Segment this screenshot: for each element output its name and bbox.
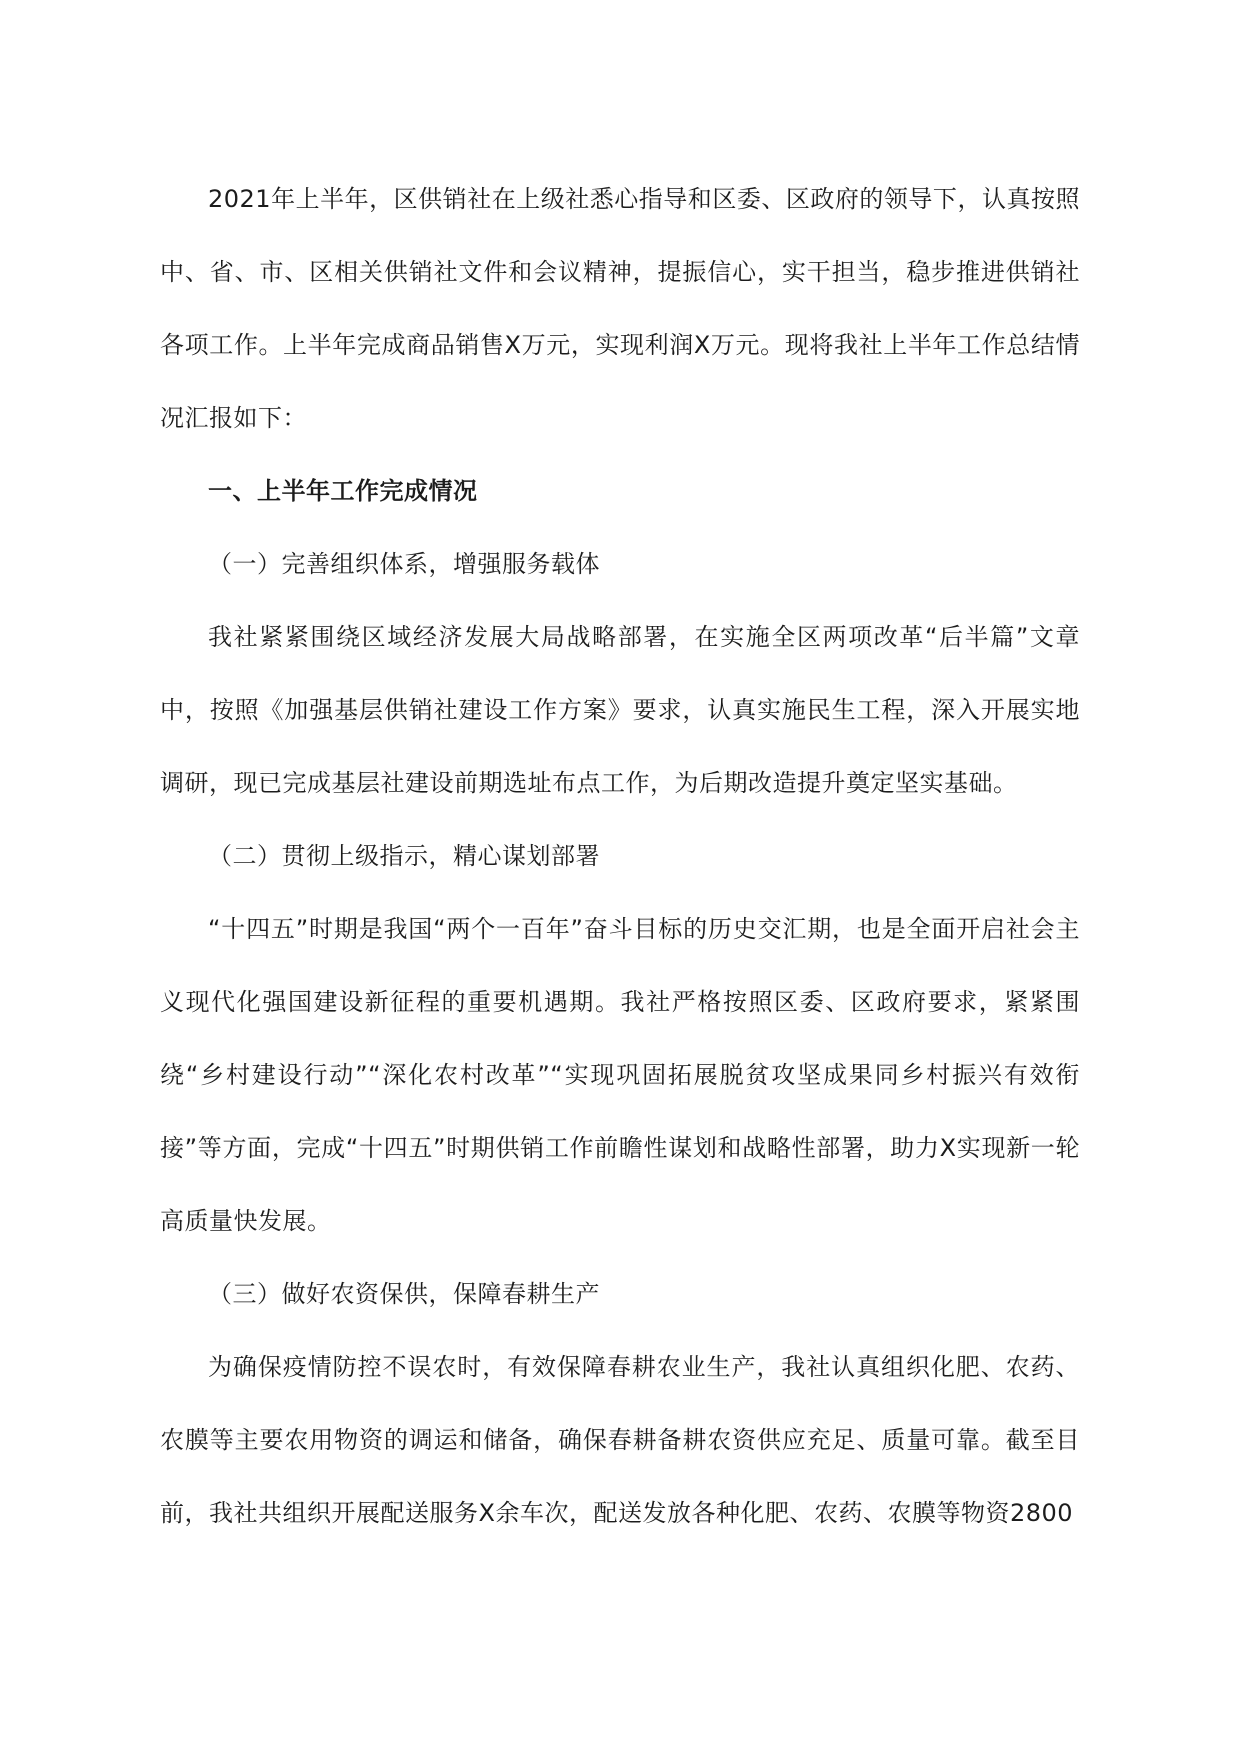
- intro-paragraph: 2021年上半年，区供销社在上级社悉心指导和区委、区政府的领导下，认真按照中、省、市、区相关供销社文件和会议精神，提振信心，实干担当，稳步推进供销社各项工作。上半年完成商品销售X万元，实现利润X万元。现将我社上半年工作总结情况汇报如下：: [160, 185, 1080, 432]
- document-body: [160, 163, 1080, 1550]
- subsection-body-3: 为确保疫情防控不误农时，有效保障春耕农业生产，我社认真组织化肥、农药、农膜等主要农用物资的调运和储备，确保春耕备耕农资供应充足、质量可靠。截至目前，我社共组织开展配送服务X余车次，配送发放各种化肥、农药、农膜等物资2800: [160, 1353, 1080, 1527]
- subsection-heading-1: （一）完善组织体系，增强服务载体: [208, 550, 600, 578]
- subsection-heading-3: （三）做好农资保供，保障春耕生产: [208, 1280, 600, 1308]
- subsection-heading-2: （二）贯彻上级指示，精心谋划部署: [208, 842, 600, 870]
- section-heading-1: 一、上半年工作完成情况: [208, 477, 478, 505]
- subsection-body-1: 我社紧紧围绕区域经济发展大局战略部署，在实施全区两项改革“后半篇”文章中，按照《加强基层供销社建设工作方案》要求，认真实施民生工程，深入开展实地调研，现已完成基层社建设前期选址布点工作，为后期改造提升奠定坚实基础。: [160, 623, 1080, 797]
- subsection-body-2: “十四五”时期是我国“两个一百年”奋斗目标的历史交汇期，也是全面开启社会主义现代化强国建设新征程的重要机遇期。我社严格按照区委、区政府要求，紧紧围绕“乡村建设行动”“深化农村改革”“实现巩固拓展脱贫攻坚成果同乡村振兴有效衔接”等方面，完成“十四五”时期供销工作前瞻性谋划和战略性部署，助力X实现新一轮高质量快发展。: [160, 915, 1080, 1235]
